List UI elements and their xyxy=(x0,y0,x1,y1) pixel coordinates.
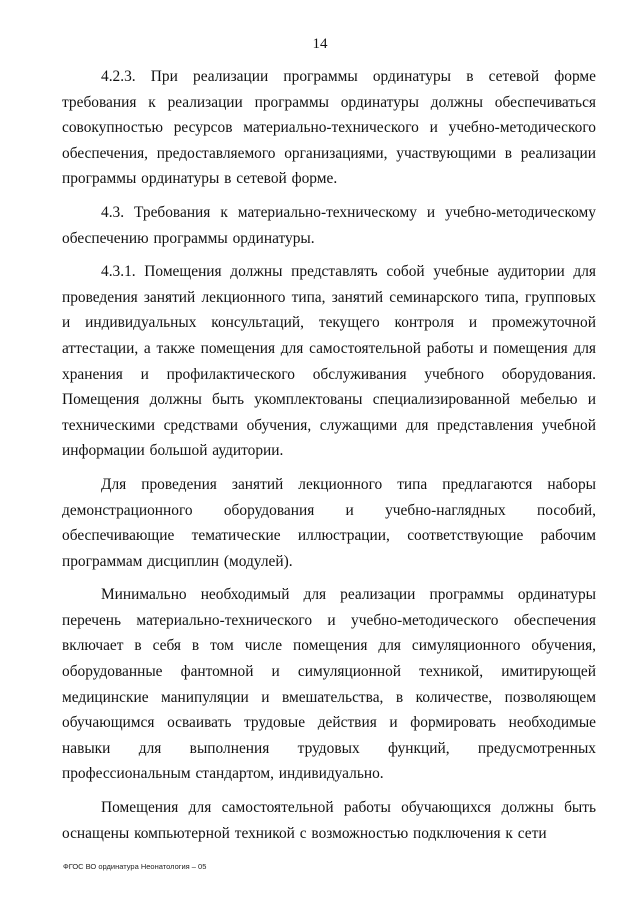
paragraph-minimum-equipment: Минимально необходимый для реализации программы ординатуры перечень материально-технического и учебно-методического обеспечения включает в себя в том числе помещения для симуляционного обучения, оборудованные фантомной и симуляционной техникой, имитирующей медицинские манипуляции и вмешательства, в количестве, позволяющем обучающимся осваивать трудовые действия и формировать необходимые навыки для выполнения трудовых функций, предусмотренных профессиональным стандартом, индивидуально. xyxy=(62,586,596,783)
paragraph-self-study-rooms: Помещения для самостоятельной работы обучающихся должны быть оснащены компьютерной техникой с возможностью подключения к сети xyxy=(62,799,596,842)
document-footer: ФГОС ВО ординатура Неонатология – 05 xyxy=(63,862,207,871)
paragraph-4-2-3: 4.2.3. При реализации программы ординатуры в сетевой форме требования к реализации программы ординатуры должны обеспечиваться совокупностью ресурсов материально-технического и учебно-методического обеспечения, предоставляемого организациями, участвующими в реализации программы ординатуры в сетевой форме. xyxy=(62,68,596,188)
paragraph-4-3-1: 4.3.1. Помещения должны представлять собой учебные аудитории для проведения занятий лекционного типа, занятий семинарского типа, групповых и индивидуальных консультаций, текущего контроля и промежуточной аттестации, а также помещения для самостоятельной работы и помещения для хранения и профилактического обслуживания учебного оборудования. Помещения должны быть укомплектованы специализированной мебелью и техническими средствами обучения, служащими для представления учебной информации большой аудитории. xyxy=(62,263,596,460)
page-number: 14 xyxy=(312,36,328,52)
document-body xyxy=(62,64,596,854)
paragraph-4-3: 4.3. Требования к материально-техническому и учебно-методическому обеспечению программы ординатуры. xyxy=(62,203,596,247)
paragraph-lecture-equipment: Для проведения занятий лекционного типа предлагаются наборы демонстрационного оборудования и учебно-наглядных пособий, обеспечивающие тематические иллюстрации, соответствующие рабочим программам дисциплин (модулей). xyxy=(62,475,596,570)
